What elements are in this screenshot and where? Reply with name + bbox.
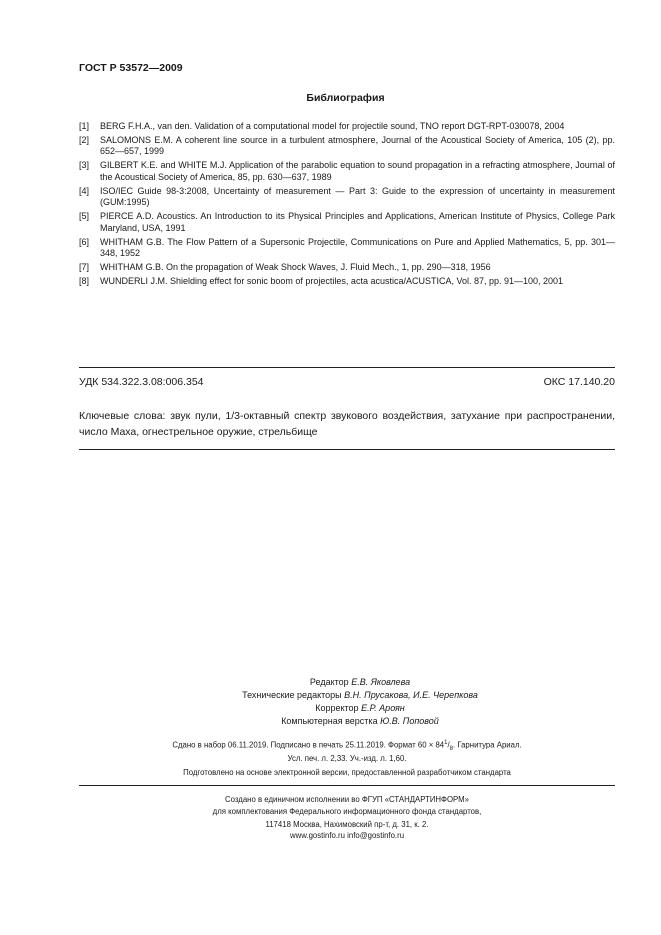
reference-text: SALOMONS E.M. A coherent line source in a turbulent atmosphere, Journal of the Acoustical Society of America, 105 (2), pp. 652—657, 1999 — [100, 134, 615, 157]
reference-item — [79, 211, 615, 234]
reference-item — [79, 186, 615, 209]
keywords: Ключевые слова: звук пули, 1/3-октавный спектр звукового воздействия, затухание при распространении, число Маха, огнестрельное оружие, стрельбище — [79, 410, 615, 438]
divider-top — [79, 367, 615, 368]
reference-item — [79, 276, 615, 288]
reference-number: [1] — [79, 121, 90, 131]
reference-item — [79, 121, 615, 133]
reference-list — [79, 121, 615, 290]
credit-role: Корректор — [315, 703, 359, 713]
publisher-created: Создано в единичном исполнении во ФГУП «СТАНДАРТИНФОРМ» — [225, 795, 469, 804]
divider-bottom — [79, 785, 615, 786]
credit-line — [160, 676, 560, 689]
reference-number: [7] — [79, 262, 90, 273]
format-numerator: 1 — [444, 740, 448, 746]
publishing-line-1-tail: . Гарнитура Ариал. — [452, 740, 522, 750]
publishing-line-1: Сдано в набор 06.11.2019. Подписано в печать 25.11.2019. Формат 60 × 84 — [172, 740, 445, 750]
standard-code: ГОСТ Р 53572—2009 — [79, 62, 183, 74]
format-denominator: 8 — [449, 746, 453, 753]
reference-number: [6] — [79, 236, 90, 247]
reference-item — [79, 237, 615, 260]
reference-number: [8] — [79, 276, 90, 287]
reference-number: [5] — [79, 211, 90, 222]
credit-line — [160, 715, 560, 728]
reference-text: WUNDERLI J.M. Shielding effect for sonic boom of projectiles, acta acustica/ACUSTICA, Vol. 87, pp. 91—100, 2001 — [100, 276, 564, 287]
publishing-dates: Сдано в набор 06.11.2019. Подписано в печать 25.11.2019. Формат $60 \times 84^1/_8$. Гарнитура Ариал. — [172, 740, 522, 753]
reference-text: WHITHAM G.B. On the propagation of Weak Shock Waves, J. Fluid Mech., 1, pp. 290—318, 1956 — [100, 262, 491, 273]
reference-text: GILBERT K.E. and WHITE M.J. Application of the parabolic equation to sound propagation in a refracting atmosphere, Journal of the Acoustical Society of America, 85, pp. 630—637, 1989 — [100, 160, 615, 182]
credit-names: Е.В. Яковлева — [351, 677, 411, 687]
reference-number: [4] — [79, 185, 90, 196]
reference-number: [2] — [79, 134, 90, 145]
reference-item — [79, 160, 615, 183]
credit-names: Ю.В. Поповой — [380, 716, 439, 726]
credit-role: Технические редакторы — [242, 690, 342, 700]
credit-names: Е.Р. Ароян — [361, 703, 405, 713]
reference-item — [79, 135, 615, 158]
oks-code: ОКС 17.140.20 — [543, 376, 615, 388]
credit-line — [160, 689, 560, 702]
credit-names: В.Н. Прусакова, И.Е. Черепкова — [344, 690, 478, 700]
credits-block — [160, 676, 560, 728]
divider-keywords — [79, 449, 615, 450]
publisher-address: 117418 Москва, Нахимовский пр-т, д. 31, к. 2. — [265, 820, 429, 829]
publishing-sheets: Усл. печ. л. 2,33. Уч.-изд. л. 1,60. — [287, 754, 407, 763]
credit-role: Редактор — [309, 677, 349, 687]
reference-number: [3] — [79, 160, 90, 171]
reference-text: WHITHAM G.B. The Flow Pattern of a Supersonic Projectile, Communications on Pure and Applied Mathematics, 5, pp. 301—348, 1952 — [100, 236, 615, 259]
reference-text: PIERCE A.D. Acoustics. An Introduction to its Physical Principles and Applications, American Institute of Physics, College Park Maryland, USA, 1991 — [100, 211, 615, 233]
reference-text: BERG F.H.A., van den. Validation of a computational model for projectile sound, TNO report DGT-RPT-030078, 2004 — [100, 121, 565, 131]
publishing-source: Подготовлено на основе электронной версии, предоставленной разработчиком стандарта — [183, 768, 511, 777]
udk-code: УДК 534.322.3.08:006.354 — [79, 376, 204, 388]
reference-item — [79, 262, 615, 274]
credit-role: Компьютерная верстка — [281, 716, 378, 726]
credit-line — [160, 702, 560, 715]
reference-text: ISO/IEC Guide 98-3:2008, Uncertainty of measurement — Part 3: Guide to the expression of uncertainty in measurement (GUM:1995) — [100, 185, 615, 208]
bibliography-title: Библиография — [306, 92, 385, 104]
publisher-purpose: для комплектования Федерального информационного фонда стандартов, — [212, 807, 482, 816]
publisher-contacts: www.gostinfo.ru info@gostinfo.ru — [289, 831, 405, 840]
